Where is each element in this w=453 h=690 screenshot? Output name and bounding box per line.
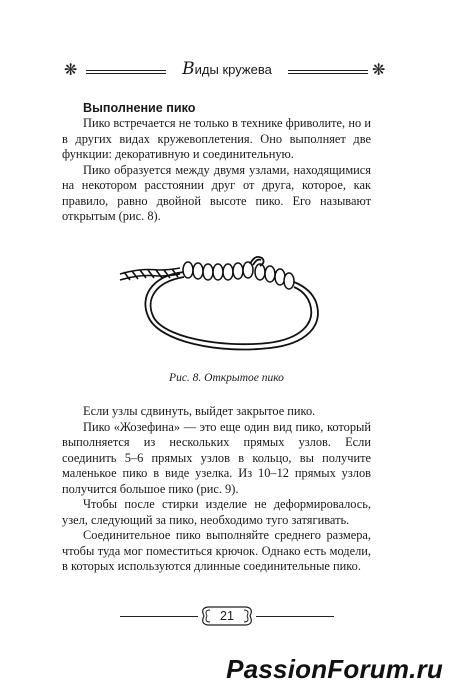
page-number: 21 xyxy=(220,609,234,623)
paragraph: Пико встречается не только в технике фриволите, но и в других видах кружевоплетения. Оно выполняет две функции: декоративную и соединительную. xyxy=(62,116,371,161)
page-footer xyxy=(0,602,453,632)
flower-ornament-icon: ❋ xyxy=(64,60,78,79)
header-rule-left-lower xyxy=(86,73,166,74)
flower-ornament-icon: ❋ xyxy=(372,60,386,79)
running-title-rest: иды кружева xyxy=(194,62,272,77)
paragraph: Пико образуется между двумя узлами, находящимися на некотором расстоянии друг от друга, которое, как правило, равно двойной высоте пико. Его называют открытым (рис. 8). xyxy=(62,162,371,223)
paragraph: Пико «Жозефина» — это еще один вид пико, который выполняется из нескольких прямых узлов. Если соединить 5–6 прямых узлов в кольцо, вы получите маленькое пико в виде узелка. Из 10–12 прямых узлов получится большое пико (рис. 9). xyxy=(62,419,371,496)
footer-rule-right xyxy=(256,616,334,617)
header-rule-left xyxy=(86,70,166,71)
running-title-initial: В xyxy=(182,59,195,79)
site-watermark: PassionForum.ru xyxy=(226,654,443,684)
paragraph: Если узлы сдвинуть, выйдет закрытое пико. xyxy=(83,404,316,418)
footer-rule-left xyxy=(120,616,198,617)
text-block-bottom xyxy=(62,404,371,575)
paragraph: Соединительное пико выполняйте среднего размера, чтобы туда мог поместиться крючок. Однако есть модели, в которых используются длинные соединительные пико. xyxy=(62,528,371,573)
text-block-top xyxy=(62,116,371,225)
header-rule-right xyxy=(288,70,368,71)
open-picot-illustration xyxy=(110,250,340,362)
header-rule-right-lower xyxy=(288,73,368,74)
running-header xyxy=(0,50,453,90)
running-title xyxy=(166,58,288,81)
section-heading: Выполнение пико xyxy=(83,101,196,115)
double-stitch-row xyxy=(183,262,294,289)
paragraph: Чтобы после стирки изделие не деформировалось, узел, следующий за пико, необходимо туго затягивать. xyxy=(62,497,371,527)
figure-caption: Рис. 8. Открытое пико xyxy=(169,372,284,384)
